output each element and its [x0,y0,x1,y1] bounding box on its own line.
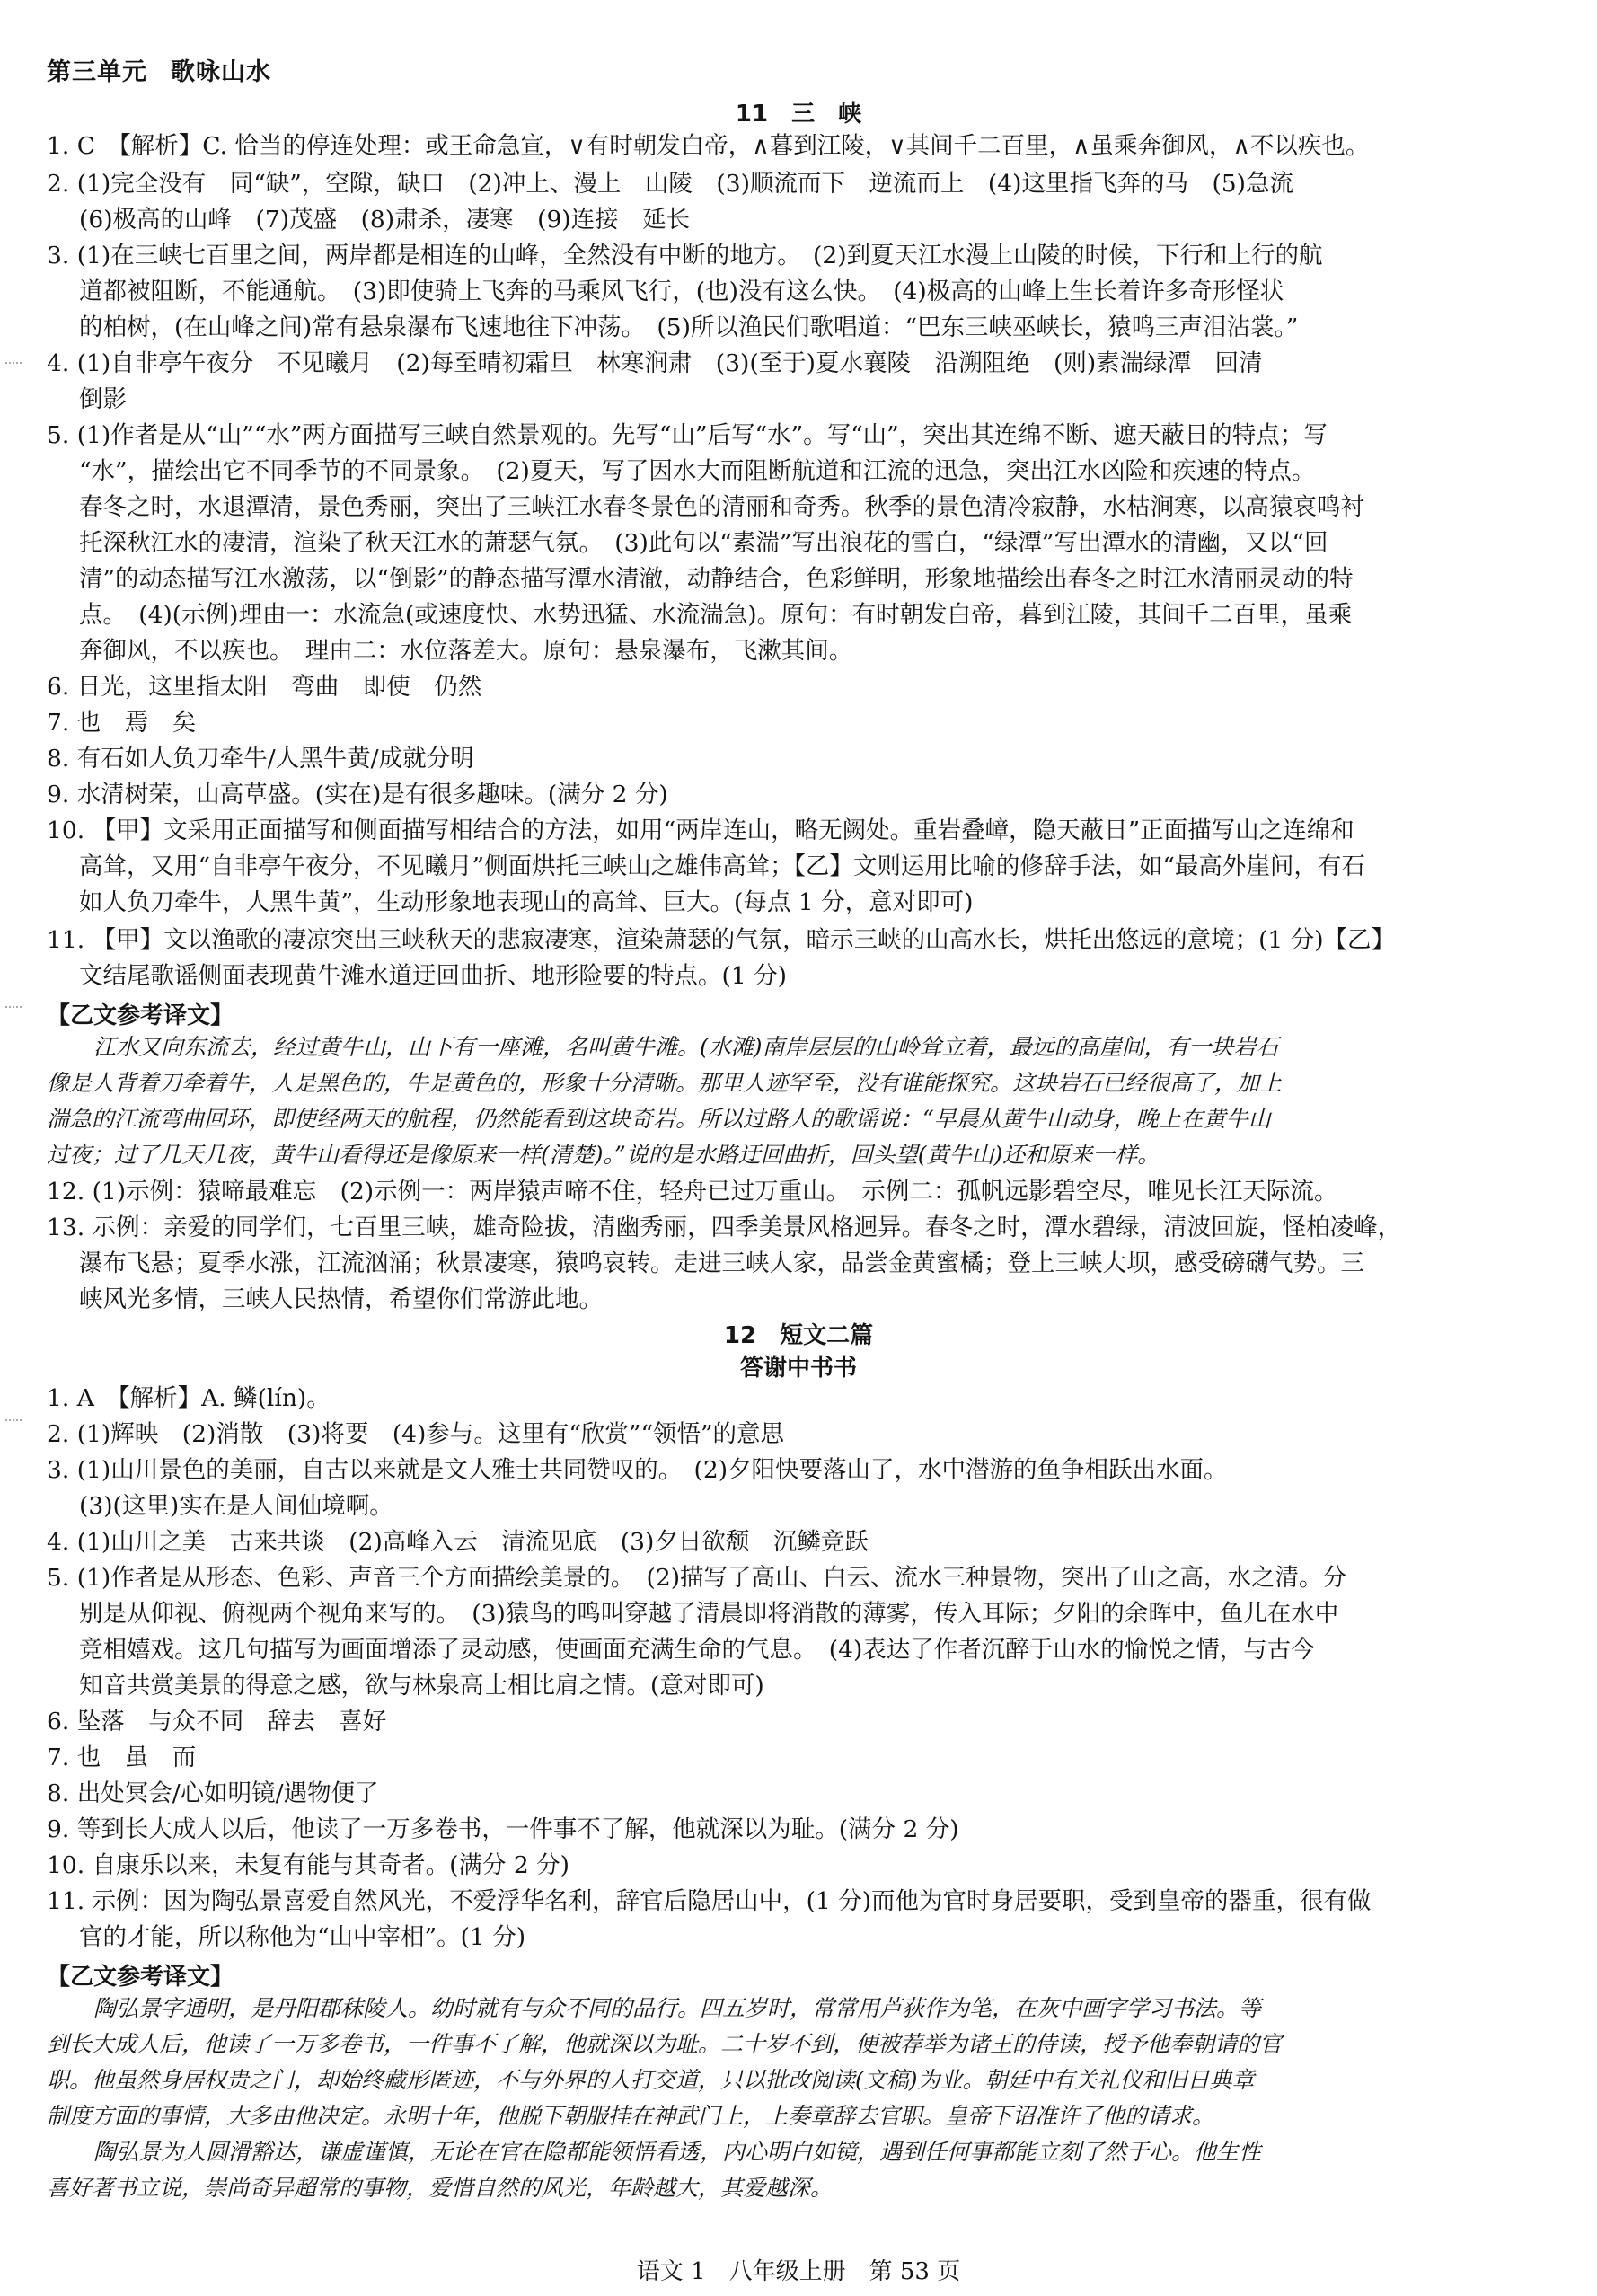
answer-line: 11. 示例：因为陶弘景喜爱自然风光，不爱浮华名利，辞官后隐居山中，(1 分)而他为官时身居要职，受到皇帝的器重，很有做 [47,1887,1372,1915]
answer-line: 8. 出处冥会/心如明镜/遇物便了 [47,1779,379,1807]
translation-line: 到长大成人后，他读了一万多卷书，一件事不了解，他就深以为耻。二十岁不到，便被荐举为诸王的侍读，授予他奉朝请的官 [47,2031,1283,2057]
answer-line: 12. (1)示例：猿啼最难忘 (2)示例一：两岸猿声啼不住，轻舟已过万重山。 示例二：孤帆远影碧空尽，唯见长江天际流。 [47,1178,1338,1205]
answer-line: 文结尾歌谣侧面表现黄牛滩水道迂回曲折、地形险要的特点。(1 分) [79,962,787,990]
answer-line: 知音共赏美景的得意之感，欲与林泉高士相比肩之情。(意对即可) [79,1672,764,1700]
answer-line: 春冬之时，水退潭清，景色秀丽，突出了三峡江水春冬景色的清丽和奇秀。秋季的景色清冷寂静，水枯涧寒，以高猿哀鸣衬 [79,493,1364,521]
answer-line: 13. 示例：亲爱的同学们，七百里三峡，雄奇险拔，清幽秀丽，四季美景风格迥异。春冬之时，潭水碧绿，清波回旋，怪柏凌峰， [47,1214,1402,1241]
answer-line: 清”的动态描写江水激荡，以“倒影”的静态描写潭水清澈，动静结合，色彩鲜明，形象地描绘出春冬之时江水清丽灵动的特 [79,565,1354,593]
unit-name: 歌咏山水 [171,58,271,86]
answer-line: 奔御风，不以疾也。 理由二：水位落差大。原句：悬泉瀑布，飞漱其间。 [79,637,853,665]
answer-line: 4. (1)自非亭午夜分 不见曦月 (2)每至晴初霜旦 林寒涧肃 (3)(至于)夏水襄陵 沿溯阻绝 (则)素湍绿潭 回清 [47,349,1263,377]
answer-line: 点。 (4)(示例)理由一：水流急(或速度快、水势迅猛、水流湍急)。原句：有时朝发白帝，暮到江陵，其间千二百里，虽乘 [79,601,1353,629]
translation-line: 像是人背着刀牵着牛，人是黑色的，牛是黄色的，形象十分清晰。那里人迹罕至，没有谁能探究。这块岩石已经很高了，加上 [47,1070,1283,1096]
answer-line: 10. 【甲】文采用正面描写和侧面描写相结合的方法，如用“两岸连山，略无阙处。重岩叠嶂，隐天蔽日”正面描写山之连绵和 [47,817,1354,844]
answer-line: 如人负刀牵牛，人黑牛黄”，生动形象地表现山的高耸、巨大。(每点 1 分，意对即可) [79,888,974,916]
section-subtitle-12: 答谢中书书 [739,1355,857,1382]
answer-line: 5. (1)作者是从形态、色彩、声音三个方面描绘美景的。 (2)描写了高山、白云、流水三种景物，突出了山之高，水之清。分 [47,1564,1347,1592]
answer-line: 高耸，又用“自非亭午夜分，不见曦月”侧面烘托三峡山之雄伟高耸；【乙】文则运用比喻的修辞手法，如“最高外崖间，有石 [79,852,1365,880]
unit-label: 第三单元 [47,58,147,86]
answer-line: 7. 也 焉 矣 [47,709,197,737]
answer-line: 的柏树，(在山峰之间)常有悬泉瀑布飞速地往下冲荡。 (5)所以渔民们歌唱道：“巴东三峡巫峡长，猿鸣三声泪沾裳。” [79,313,1299,341]
translation-line: 江水又向东流去，经过黄牛山，山下有一座滩，名叫黄牛滩。(水滩)南岸层层的山岭耸立着，最远的高崖间，有一块岩石 [93,1034,1279,1060]
answer-line: 峡风光多情，三峡人民热情，希望你们常游此地。 [79,1285,603,1313]
answer-line: 5. (1)作者是从“山”“水”两方面描写三峡自然景观的。先写“山”后写“水”。写“山”，突出其连绵不断、遮天蔽日的特点；写 [47,421,1328,449]
answer-line: 1. A 【解析】A. 鳞(lín)。 [47,1384,331,1412]
answer-line: (3)(这里)实在是人间仙境啊。 [79,1492,393,1520]
answer-line: 2. (1)完全没有 同“缺”，空隙，缺口 (2)冲上、漫上 山陵 (3)顺流而下 逆流而上 (4)这里指飞奔的马 (5)急流 [47,170,1293,198]
answer-line: 别是从仰视、俯视两个视角来写的。 (3)猿鸟的鸣叫穿越了清晨即将消散的薄雾，传入耳际；夕阳的余晖中，鱼儿在水中 [79,1600,1339,1628]
binding-mark [5,362,22,364]
section-title-12: 12 短文二篇 [723,1322,874,1349]
answer-line: 官的才能，所以称他为“山中宰相”。(1 分) [79,1923,526,1951]
translation-heading-11: 【乙文参考译文】 [47,1002,234,1029]
translation-line: 过夜；过了几天几夜，黄牛山看得还是像原来一样(清楚)。”说的是水路迂回曲折，回头望(黄牛山)还和原来一样。 [47,1142,1160,1168]
translation-line: 陶弘景为人圆滑豁达，谦虚谨慎，无论在官在隐都能领悟看透，内心明白如镜，遇到任何事都能立刻了然于心。他生性 [93,2139,1262,2165]
translation-heading-12: 【乙文参考译文】 [47,1964,234,1991]
translation-line: 职。他虽然身居权贵之门，却始终藏形匿迹，不与外界的人打交道，只以批改阅读(文稿)为业。朝廷中有关礼仪和旧日典章 [47,2067,1255,2093]
section-title-11: 11 三 峡 [735,101,862,128]
answer-line: 竞相嬉戏。这几句描写为画面增添了灵动感，使画面充满生命的气息。 (4)表达了作者沉醉于山水的愉悦之情，与古今 [79,1636,1315,1664]
answer-line: (6)极高的山峰 (7)茂盛 (8)肃杀，凄寒 (9)连接 延长 [79,206,691,234]
translation-line: 湍急的江流弯曲回环，即使经两天的航程，仍然能看到这块奇岩。所以过路人的歌谣说：“早晨从黄牛山动身，晚上在黄牛山 [47,1106,1271,1132]
answer-line: 9. 水清树荣，山高草盛。(实在)是有很多趣味。(满分 2 分) [47,781,668,808]
answer-line: 2. (1)辉映 (2)消散 (3)将要 (4)参与。这里有“欣赏”“领悟”的意思 [47,1420,785,1448]
answer-line: 托深秋江水的凄清，渲染了秋天江水的萧瑟气氛。 (3)此句以“素湍”写出浪花的雪白，“绿潭”写出潭水的清幽，又以“回 [79,529,1328,557]
answer-line: 瀑布飞悬；夏季水涨，江流汹涌；秋景凄寒，猿鸣哀转。走进三峡人家，品尝金黄蜜橘；登上三峡大坝，感受磅礴气势。三 [79,1250,1364,1277]
unit-heading [47,52,295,87]
page-footer: 语文 1 八年级上册 第 53 页 [636,2258,961,2285]
answer-line: 9. 等到长大成人以后，他读了一万多卷书，一件事不了解，他就深以为耻。(满分 2 分) [47,1815,959,1843]
answer-line: “水”，描绘出它不同季节的不同景象。 (2)夏天，写了因水大而阻断航道和江流的迅急，突出江水凶险和疾速的特点。 [79,457,1316,485]
translation-line: 喜好著书立说，崇尚奇异超常的事物，爱惜自然的风光，年龄越大，其爱越深。 [47,2175,834,2201]
translation-line: 制度方面的事情，大多由他决定。永明十年，他脱下朝服挂在神武门上，上奏章辞去官职。皇帝下诏准许了他的请求。 [47,2103,1215,2129]
answer-line: 6. 日光，这里指太阳 弯曲 即使 仍然 [47,673,482,701]
answer-line: 7. 也 虽 而 [47,1744,197,1771]
answer-line: 倒影 [79,385,127,413]
answer-line: 4. (1)山川之美 古来共谈 (2)高峰入云 清流见底 (3)夕日欲颓 沉鳞竞跃 [47,1528,869,1556]
binding-mark [5,1006,22,1008]
answer-line: 3. (1)山川景色的美丽，自古以来就是文人雅士共同赞叹的。 (2)夕阳快要落山了，水中潜游的鱼争相跃出水面。 [47,1456,1228,1484]
answer-line: 11. 【甲】文以渔歌的凄凉突出三峡秋天的悲寂凄寒，渲染萧瑟的气氛，暗示三峡的山高水长，烘托出悠远的意境；(1 分)【乙】 [47,926,1396,954]
answer-line: 10. 自康乐以来，未复有能与其奇者。(满分 2 分) [47,1851,569,1879]
answer-line: 3. (1)在三峡七百里之间，两岸都是相连的山峰，全然没有中断的地方。 (2)到夏天江水漫上山陵的时候，下行和上行的航 [47,242,1323,269]
answer-line: 1. C 【解析】C. 恰当的停连处理：或王命急宣，∨有时朝发白帝，∧暮到江陵，∨其间千二百里，∧虽乘奔御风，∧不以疾也。 [47,132,1370,160]
binding-mark [5,1419,22,1421]
answer-line: 道都被阻断，不能通航。 (3)即使骑上飞奔的马乘风飞行，(也)没有这么快。 (4)极高的山峰上生长着许多奇形怪状 [79,278,1284,305]
answer-line: 6. 坠落 与众不同 辞去 喜好 [47,1708,387,1735]
answer-line: 8. 有石如人负刀牵牛/人黑牛黄/成就分明 [47,745,474,773]
translation-line: 陶弘景字通明，是丹阳郡秣陵人。幼时就有与众不同的品行。四五岁时，常常用芦荻作为笔，在灰中画字学习书法。等 [93,1995,1262,2021]
